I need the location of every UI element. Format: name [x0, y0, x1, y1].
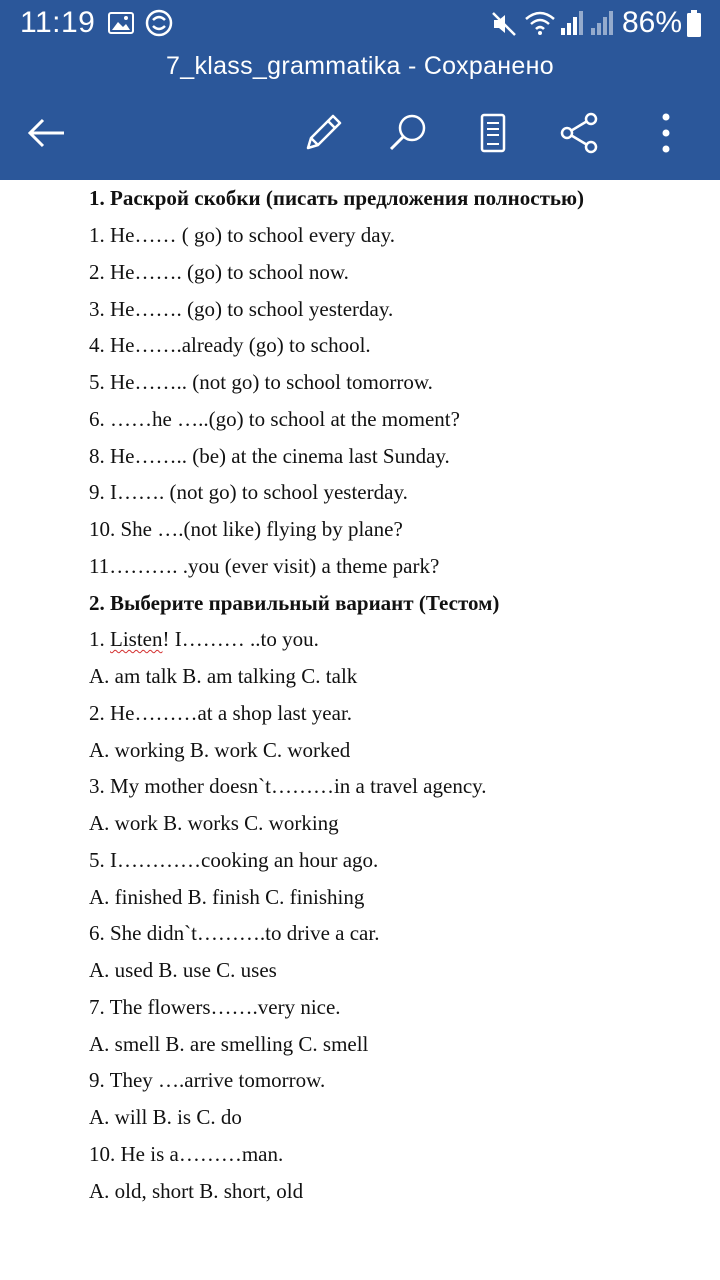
exercise-line: 3. He……. (go) to school yesterday.	[89, 297, 394, 321]
more-vertical-icon	[641, 108, 691, 158]
question-line: 10. He is a………man.	[89, 1142, 284, 1166]
reading-view-button[interactable]	[468, 108, 518, 158]
question-text: ! I……… ..to you.	[162, 627, 319, 651]
status-bar	[0, 0, 720, 48]
search-icon	[383, 108, 433, 158]
signal-icon-2	[590, 10, 614, 41]
app-bar	[0, 0, 720, 180]
spelling-error-word[interactable]: Listen	[110, 627, 163, 651]
section1-heading: 1. Раскрой скобки (писать предложения полностью)	[89, 186, 585, 210]
pencil-icon	[298, 108, 348, 158]
section2-heading: 2. Выберите правильный вариант (Тестом)	[89, 591, 500, 615]
answer-options: A. will B. is C. do	[89, 1105, 242, 1129]
share-icon	[554, 108, 604, 158]
exercise-line: 9. I……. (not go) to school yesterday.	[89, 480, 408, 504]
exercise-line: 8. He…….. (be) at the cinema last Sunday.	[89, 444, 450, 468]
back-arrow-icon	[22, 108, 72, 158]
more-options-button[interactable]	[641, 108, 691, 158]
answer-options: A. used B. use C. uses	[89, 958, 277, 982]
battery-icon	[686, 10, 702, 43]
answer-options: A. am talk B. am talking C. talk	[89, 664, 358, 688]
exercise-line: 4. He…….already (go) to school.	[89, 333, 371, 357]
answer-options: A. working B. work C. worked	[89, 738, 351, 762]
reading-view-icon	[468, 108, 518, 158]
search-button[interactable]	[383, 108, 433, 158]
back-button[interactable]	[22, 108, 72, 158]
document-page[interactable]	[0, 180, 720, 1280]
share-button[interactable]	[554, 108, 604, 158]
exercise-line: 11………. .you (ever visit) a theme park?	[89, 554, 440, 578]
answer-options: A. finished B. finish C. finishing	[89, 885, 365, 909]
gallery-icon	[108, 12, 134, 39]
exercise-line: 2. He……. (go) to school now.	[89, 260, 349, 284]
exercise-line: 10. She ….(not like) flying by plane?	[89, 517, 403, 541]
exercise-line: 1. He…… ( go) to school every day.	[89, 223, 395, 247]
exercise-line: 6. ……he …..(go) to school at the moment?	[89, 407, 460, 431]
question-line: 7. The flowers…….very nice.	[89, 995, 341, 1019]
edit-button[interactable]	[298, 108, 348, 158]
question-line: 2. He………at a shop last year.	[89, 701, 353, 725]
battery-percent: 86%	[622, 6, 683, 39]
sync-app-icon	[145, 9, 173, 42]
document-title: 7_klass_grammatika - Сохранено	[166, 52, 554, 80]
answer-options: A. work B. works C. working	[89, 811, 339, 835]
question-line: 9. They ….arrive tomorrow.	[89, 1068, 326, 1092]
status-time: 11:19	[20, 6, 96, 39]
answer-options: A. old, short B. short, old	[89, 1179, 304, 1203]
signal-icon	[560, 10, 584, 41]
question-number: 1.	[89, 627, 110, 651]
question-line: 3. My mother doesn`t………in a travel agency.	[89, 774, 487, 798]
question-line: 6. She didn`t……….to drive a car.	[89, 921, 380, 945]
wifi-icon	[524, 10, 556, 41]
answer-options: A. smell B. are smelling C. smell	[89, 1032, 369, 1056]
exercise-line: 5. He…….. (not go) to school tomorrow.	[89, 370, 433, 394]
question-line: 5. I…………cooking an hour ago.	[89, 848, 379, 872]
question-line	[89, 627, 319, 652]
mute-icon	[490, 10, 518, 43]
